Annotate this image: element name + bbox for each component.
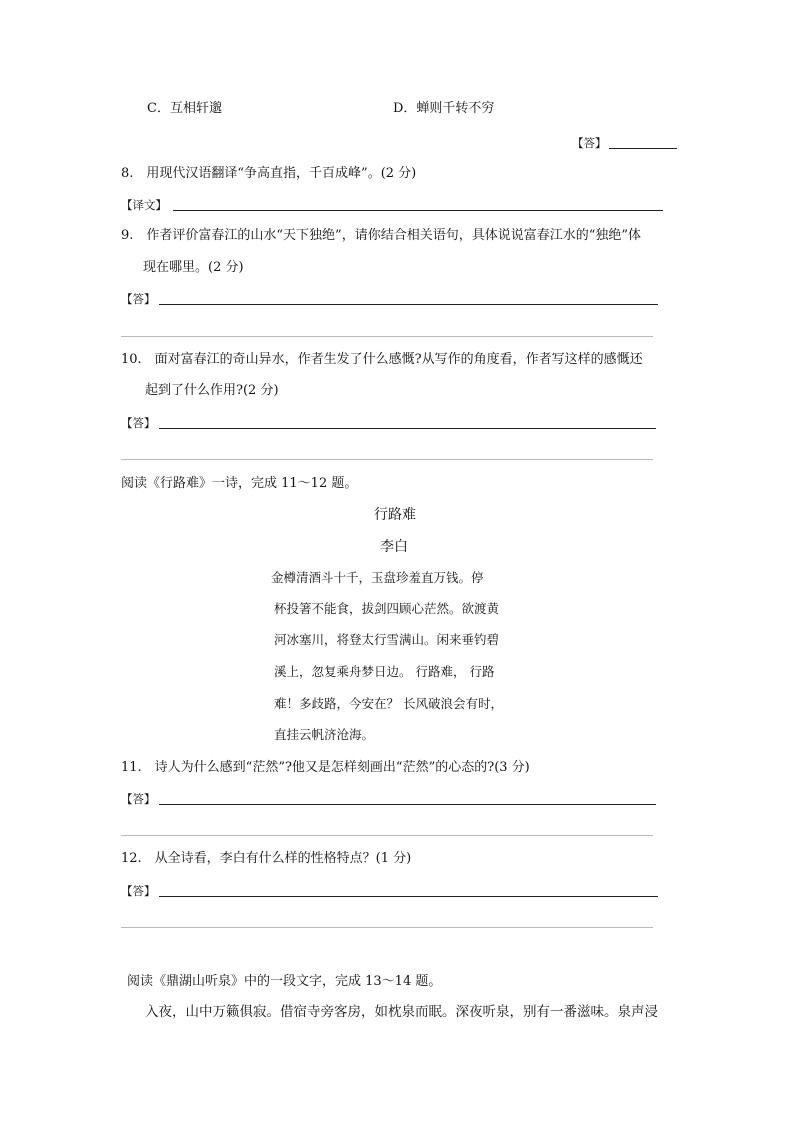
question-9-line2: 现在哪里。(2 分) bbox=[143, 260, 244, 275]
answer-line-q11 bbox=[121, 835, 653, 836]
question-12: 12. 从全诗看，李白有什么样的性格特点？(1 分) bbox=[121, 851, 412, 866]
answer-blank-q11 bbox=[159, 804, 656, 805]
option-d: D．蝉则千转不穷 bbox=[393, 101, 495, 116]
answer-line-q9 bbox=[121, 336, 653, 337]
answer-line-q12 bbox=[121, 927, 653, 928]
answer-blank-q10 bbox=[159, 428, 656, 429]
prose-line: 入夜，山中万籁俱寂。借宿寺旁客房，如枕泉而眠。深夜听泉，别有一番滋味。泉声浸 bbox=[145, 1004, 658, 1020]
option-c: C．互相轩邈 bbox=[147, 101, 222, 116]
question-8: 8. 用现代汉语翻译“争高直指，千百成峰”。(2 分) bbox=[121, 166, 417, 181]
translation-label: 【译文】 bbox=[121, 198, 167, 212]
poem-line: 河冰塞川，将登太行雪满山。闲来垂钓碧 bbox=[274, 632, 500, 647]
prose-intro: 阅读《鼎湖山听泉》中的一段文字，完成 13～14 题。 bbox=[127, 974, 442, 989]
question-9-line1: 9. 作者评价富春江的山水“天下独绝”，请你结合相关语句，具体说说富春江水的“独绝”体 bbox=[121, 228, 641, 243]
answer-blank-q7 bbox=[609, 148, 677, 149]
poem-author: 李白 bbox=[380, 539, 408, 555]
poem-line: 溪上，忽复乘舟梦日边。 行路难， 行路 bbox=[274, 664, 495, 679]
answer-label-q9: 【答】 bbox=[121, 292, 156, 306]
answer-blank-q9 bbox=[159, 304, 658, 305]
question-10-line1: 10. 面对富春江的奇山异水，作者生发了什么感慨?从写作的角度看，作者写这样的感慨还 bbox=[121, 352, 643, 367]
answer-line-q10 bbox=[121, 459, 653, 460]
poem-line: 直挂云帆济沧海。 bbox=[274, 727, 375, 742]
poem-intro: 阅读《行路难》一诗，完成 11～12 题。 bbox=[121, 476, 358, 491]
answer-label-q7: 【答】 bbox=[572, 136, 607, 150]
answer-label-q11: 【答】 bbox=[121, 792, 156, 806]
poem-line: 金樽清酒斗十千，玉盘珍羞直万钱。停 bbox=[271, 570, 484, 585]
poem-title: 行路难 bbox=[374, 507, 416, 523]
answer-blank-q12 bbox=[159, 896, 658, 897]
poem-line: 难！多歧路，今安在？ 长风破浪会有时， bbox=[274, 696, 503, 711]
poem-line: 杯投箸不能食，拔剑四顾心茫然。欲渡黄 bbox=[274, 601, 500, 616]
question-10-line2: 起到了什么作用?(2 分) bbox=[145, 383, 279, 398]
translation-blank bbox=[173, 210, 663, 211]
answer-label-q10: 【答】 bbox=[121, 416, 156, 430]
question-11: 11. 诗人为什么感到“茫然”?他又是怎样刻画出“茫然”的心态的?(3 分) bbox=[121, 760, 530, 775]
answer-label-q12: 【答】 bbox=[121, 884, 156, 898]
